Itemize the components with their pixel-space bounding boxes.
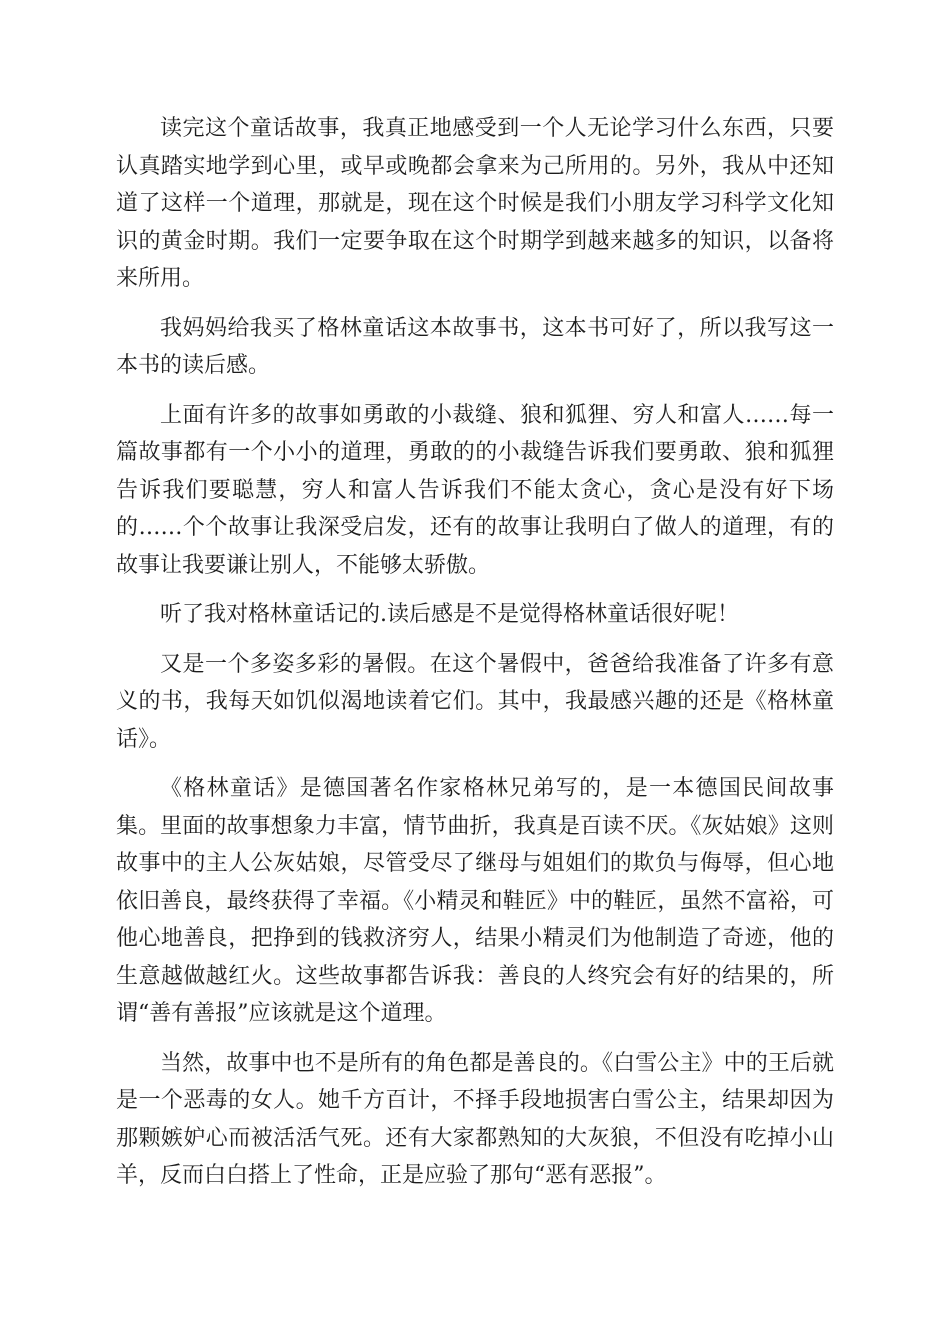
paragraph-2: 我妈妈给我买了格林童话这本故事书，这本书可好了，所以我写这一本书的读后感。 [116,315,834,378]
paragraph-4: 听了我对格林童话记的.读后感是不是觉得格林童话很好呢！ [160,602,739,627]
paragraph-6: 《格林童话》是德国著名作家格林兄弟写的，是一本德国民间故事集。里面的故事想象力丰富，情节曲折，我真是百读不厌。《灰姑娘》这则故事中的主人公灰姑娘，尽管受尽了继母与姐姐们的欺负与侮辱，但心地依旧善良，最终获得了幸福。《小精灵和鞋匠》中的鞋匠，虽然不富裕，可他心地善良，把挣到的钱救济穷人，结果小精灵们为他制造了奇迹，他的生意越做越红火。这些故事都告诉我：善良的人终究会有好的结果的，所谓“善有善报”应该就是这个道理。 [116,776,834,1026]
paragraph-5: 又是一个多姿多彩的暑假。在这个暑假中，爸爸给我准备了许多有意义的书，我每天如饥似渴地读着它们。其中，我最感兴趣的还是《格林童话》。 [116,651,834,752]
document-body [116,110,834,1207]
paragraph-7: 当然，故事中也不是所有的角色都是善良的。《白雪公主》中的王后就是一个恶毒的女人。她千方百计，不择手段地损害白雪公主，结果却因为那颗嫉妒心而被活活气死。还有大家都熟知的大灰狼，不但没有吃掉小山羊，反而白白搭上了性命，正是应验了那句“恶有恶报”。 [116,1050,834,1188]
paragraph-1: 读完这个童话故事，我真正地感受到一个人无论学习什么东西，只要认真踏实地学到心里，或早或晚都会拿来为己所用的。另外，我从中还知道了这样一个道理，那就是，现在这个时候是我们小朋友学习科学文化知识的黄金时期。我们一定要争取在这个时期学到越来越多的知识，以备将来所用。 [116,116,834,291]
paragraph-3: 上面有许多的故事如勇敢的小裁缝、狼和狐狸、穷人和富人……每一篇故事都有一个小小的道理，勇敢的的小裁缝告诉我们要勇敢、狼和狐狸告诉我们要聪慧，穷人和富人告诉我们不能太贪心，贪心是没有好下场的……个个故事让我深受启发，还有的故事让我明白了做人的道理，有的故事让我要谦让别人，不能够太骄傲。 [116,402,834,578]
